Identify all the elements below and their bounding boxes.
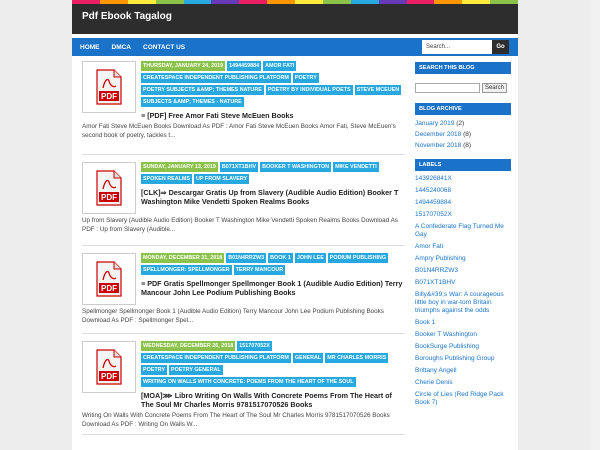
svg-text:PDF: PDF: [101, 284, 117, 293]
post-tag[interactable]: 1494459884: [229, 63, 260, 69]
label-link[interactable]: B071XT1BHV: [415, 279, 456, 286]
archive-item: [415, 142, 511, 149]
post-tag[interactable]: POETRY: [143, 367, 165, 373]
post-tag[interactable]: MIKE VENDETTI: [335, 164, 377, 170]
label-link[interactable]: 151707052X: [415, 211, 452, 218]
post-item: [82, 338, 405, 435]
page: [72, 0, 518, 450]
post-excerpt: Writing On Walls With Concrete Poems From The Heart of The Soul Mr Charles Morris 9781517070526 Books Download As PDF : Writing On Walls W...: [82, 412, 390, 428]
post-tag[interactable]: POETRY GENERAL: [170, 367, 221, 373]
post-title[interactable]: [CLK]⇒ Descargar Gratis Up from Slavery (Audible Audio Edition) Booker T Washington Mike Vendetti Spoken Realms Books: [141, 188, 399, 206]
post-tag[interactable]: SPELLMONGER: SPELLMONGER: [143, 267, 230, 273]
label-link[interactable]: 1445240068: [415, 187, 452, 194]
archive-link[interactable]: November 2018: [415, 142, 462, 149]
labels-widget-heading: LABELS: [415, 159, 511, 171]
post-title[interactable]: ≡ [PDF] Free Amor Fati Steve McEuen Books: [141, 111, 294, 120]
pdf-thumbnail-icon[interactable]: [82, 253, 136, 305]
archive-link[interactable]: January 2019: [415, 120, 455, 127]
post-date[interactable]: SUNDAY, JANUARY 13, 2019: [143, 164, 216, 170]
pdf-thumbnail-icon[interactable]: [82, 162, 136, 214]
sidebar-search: [415, 83, 511, 93]
post-title[interactable]: ≡ PDF Gratis Spellmonger Spellmonger Book 1 (Audible Audio Edition) Terry Mancour John Lee Podium Publishing Books: [141, 279, 403, 297]
post-item: [82, 159, 405, 246]
post-tag[interactable]: POETRY BY INDIVIDUAL POETS: [267, 87, 351, 93]
pdf-thumbnail-icon[interactable]: [82, 341, 136, 393]
post-title[interactable]: [MOA]⋙ Libro Writing On Walls With Concrete Poems From The Heart of The Soul Mr Charles Morris 9781517070526 Books: [141, 391, 392, 409]
sidebar-search-input[interactable]: [415, 83, 480, 93]
main-nav: [72, 38, 518, 56]
archive-widget-heading: BLOG ARCHIVE: [415, 103, 511, 115]
svg-text:PDF: PDF: [101, 372, 117, 381]
label-link[interactable]: Billy&#39;s War: A courageous little boy in war-torn Britain triumphs against the odds: [415, 291, 504, 314]
nav-item-dmca[interactable]: DMCA: [111, 43, 131, 51]
post-tag[interactable]: BOOKER T WASHINGTON: [262, 164, 330, 170]
post-tag[interactable]: UP FROM SLAVERY: [196, 176, 248, 182]
search-widget-heading: SEARCH THIS BLOG: [415, 62, 511, 74]
post-list: [82, 58, 405, 439]
post-date[interactable]: MONDAY, DECEMBER 31, 2018: [143, 255, 223, 261]
post-date[interactable]: WEDNESDAY, DECEMBER 26, 2018: [143, 343, 234, 349]
post-excerpt: Up from Slavery (Audible Audio Edition) Booker T Washington Mike Vendetti Spoken Realms Books Download As PDF : Up from Slavery (Audible...: [82, 217, 398, 233]
label-link[interactable]: Circle of Lies (Red Ridge Pack Book 7): [415, 391, 504, 406]
label-link[interactable]: Cherie Denis: [415, 379, 453, 386]
nav-search-input[interactable]: Search...: [422, 40, 492, 54]
post-excerpt: Spellmonger Spellmonger Book 1 (Audible Audio Edition) Terry Mancour John Lee Podium Publishing Books Download As PDF : Spellmonger Spel...: [82, 308, 384, 324]
post-tag[interactable]: STEVE MCEUEN: [356, 87, 400, 93]
archive-count: (8): [463, 142, 472, 149]
post-item: [82, 250, 405, 334]
label-link[interactable]: Amor Fati: [415, 243, 444, 250]
pdf-thumbnail-icon[interactable]: [82, 61, 136, 113]
color-stripe: [72, 0, 518, 4]
archive-list: [415, 115, 511, 159]
post-tags: [141, 61, 405, 120]
post-tag[interactable]: SPOKEN REALMS: [143, 176, 191, 182]
archive-count: (8): [463, 131, 472, 138]
post-tags: [141, 162, 405, 214]
svg-text:PDF: PDF: [101, 92, 117, 101]
post-tag[interactable]: B071XT1BHV: [221, 164, 257, 170]
nav-item-contact[interactable]: CONTACT US: [143, 43, 186, 51]
post-tag[interactable]: WRITING ON WALLS WITH CONCRETE: POEMS FROM THE HEART OF THE SOUL: [143, 379, 354, 385]
post-tag[interactable]: AMOR FATI: [265, 63, 295, 69]
label-link[interactable]: Ampry Publishing: [415, 255, 466, 262]
post-tag[interactable]: MR CHARLES MORRIS: [327, 355, 387, 361]
archive-item: [415, 131, 511, 138]
archive-link[interactable]: December 2018: [415, 131, 462, 138]
scrollbar[interactable]: [590, 0, 600, 450]
svg-text:PDF: PDF: [101, 193, 117, 202]
post-tag[interactable]: CREATESPACE INDEPENDENT PUBLISHING PLATFORM: [143, 75, 289, 81]
post-tags: [141, 253, 405, 305]
post-tag[interactable]: JOHN LEE: [296, 255, 324, 261]
archive-item: [415, 120, 511, 127]
label-link[interactable]: 143926841X: [415, 175, 452, 182]
post-date[interactable]: THURSDAY, JANUARY 24, 2019: [143, 63, 224, 69]
post-tag[interactable]: B01N4RRZW3: [228, 255, 265, 261]
label-link[interactable]: Boroughs Publishing Group: [415, 355, 495, 362]
post-tag[interactable]: GENERAL: [294, 355, 322, 361]
post-tag[interactable]: POETRY SUBJECTS &AMP; THEMES NATURE: [143, 87, 262, 93]
nav-search: [422, 40, 509, 54]
label-link[interactable]: Book 1: [415, 319, 436, 326]
site-header: [72, 4, 518, 34]
post-tag[interactable]: POETRY: [294, 75, 317, 81]
post-item: [82, 58, 405, 155]
site-title[interactable]: Pdf Ebook Tagalog: [82, 11, 172, 22]
label-link[interactable]: B01N4RRZW3: [415, 267, 458, 274]
sidebar: [415, 62, 511, 411]
post-tag[interactable]: SUBJECTS &AMP; THEMES - NATURE: [143, 99, 242, 105]
post-tag[interactable]: TERRY MANCOUR: [235, 267, 284, 273]
label-link[interactable]: Booker T Washington: [415, 331, 478, 338]
label-link[interactable]: Brittany Angell: [415, 367, 457, 374]
label-link[interactable]: BookSurge Publishing: [415, 343, 479, 350]
post-tags: [141, 341, 405, 409]
labels-list: [415, 171, 511, 407]
archive-count: (2): [456, 120, 465, 127]
post-excerpt: Amor Fati Steve McEuen Books Download As PDF : Amor Fati Steve McEuen Books Amor Fati, Steve McEuen's second book of poetry, tackles t...: [82, 123, 396, 139]
post-tag[interactable]: CREATESPACE INDEPENDENT PUBLISHING PLATFORM: [143, 355, 289, 361]
label-link[interactable]: A Confederate Flag Turned Me Gay: [415, 223, 504, 238]
post-tag[interactable]: PODIUM PUBLISHING: [329, 255, 387, 261]
nav-item-home[interactable]: HOME: [80, 43, 100, 51]
nav-search-button[interactable]: Go: [492, 40, 509, 54]
sidebar-search-button[interactable]: Search: [482, 83, 507, 93]
post-tag[interactable]: BOOK 1: [270, 255, 291, 261]
label-link[interactable]: 1494459884: [415, 199, 452, 206]
post-tag[interactable]: 151707052X: [239, 343, 270, 349]
